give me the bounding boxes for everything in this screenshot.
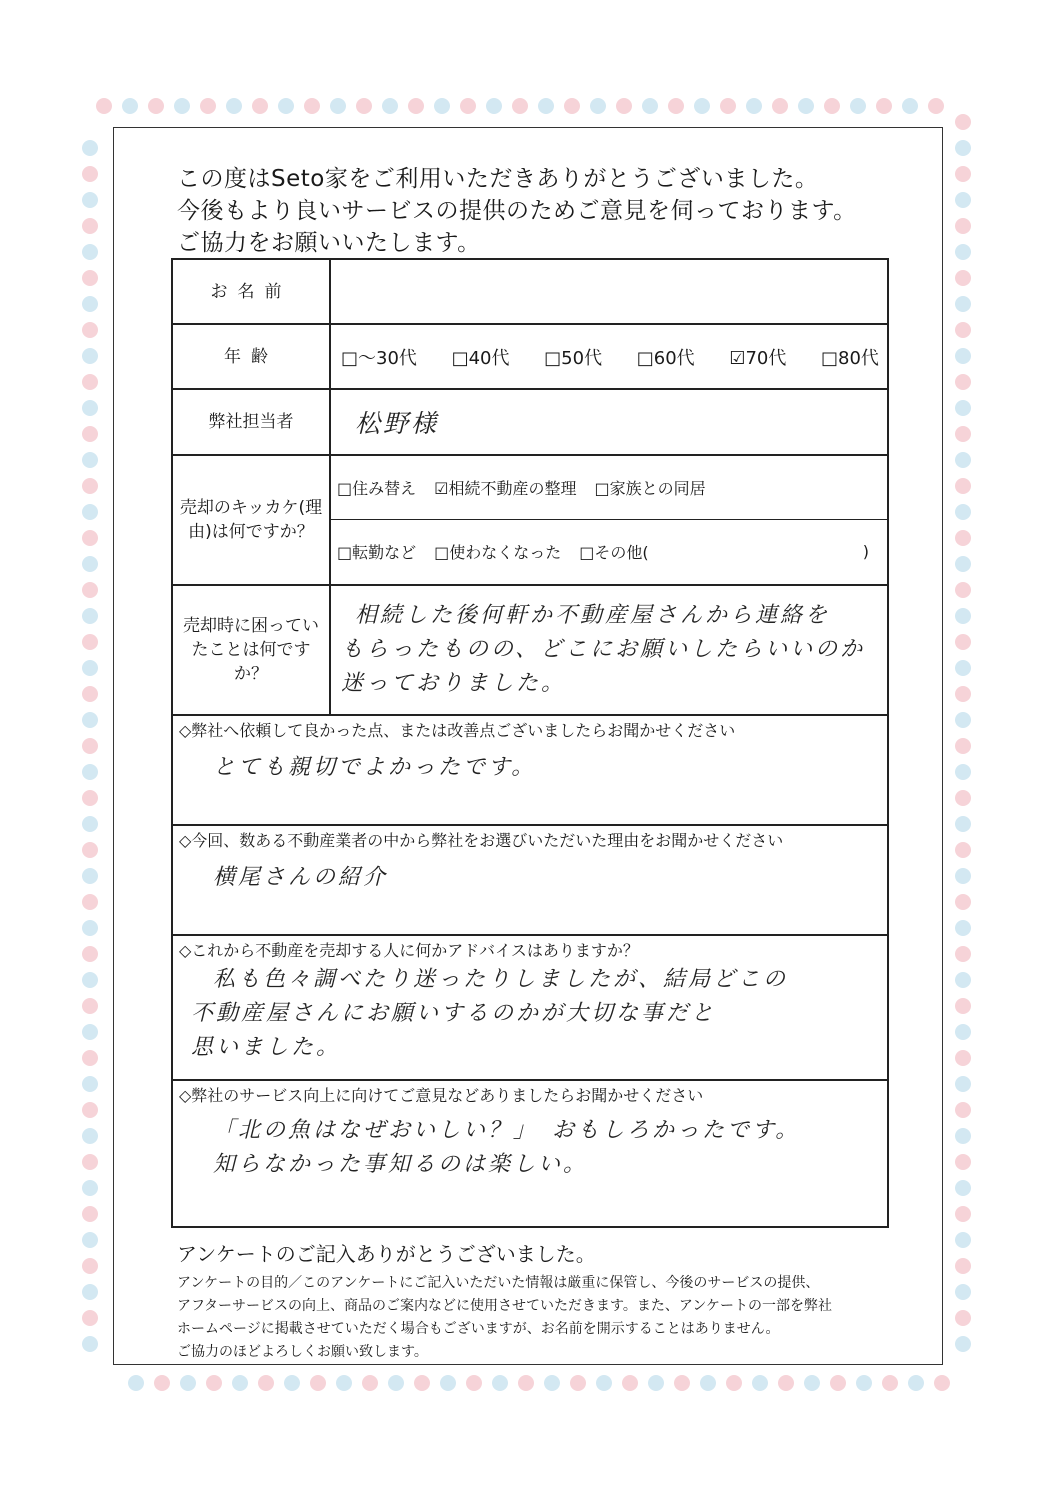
decorative-dot xyxy=(955,1232,971,1248)
decorative-dot xyxy=(955,842,971,858)
reason-options-row-2 xyxy=(331,520,887,584)
decorative-dot xyxy=(82,140,98,156)
decorative-dot xyxy=(82,582,98,598)
decorative-dot xyxy=(955,1154,971,1170)
decorative-dot xyxy=(82,1050,98,1066)
decorative-dot xyxy=(955,738,971,754)
intro-line-1: この度はSeto家をご利用いただきありがとうございました。 xyxy=(177,166,819,192)
question-service-feedback: ◇弊社のサービス向上に向けてご意見などありましたらお聞かせください xyxy=(179,1086,704,1105)
decorative-dot xyxy=(955,1258,971,1274)
decorative-dot xyxy=(955,322,971,338)
decorative-dot xyxy=(258,1375,274,1391)
decorative-dot xyxy=(82,660,98,676)
answer-advice-line-2: 不動産屋さんにお願いするのかが大切な事だと xyxy=(191,1001,717,1026)
decorative-dot xyxy=(82,478,98,494)
answer-advice-line-3: 思いました。 xyxy=(191,1035,342,1060)
decorative-dot xyxy=(955,1310,971,1326)
decorative-dot xyxy=(955,608,971,624)
decorative-dot xyxy=(804,1375,820,1391)
decorative-dot xyxy=(752,1375,768,1391)
decorative-dot xyxy=(82,1128,98,1144)
decorative-dot xyxy=(955,998,971,1014)
decorative-dot xyxy=(82,504,98,520)
decorative-dot xyxy=(856,1375,872,1391)
decorative-dot xyxy=(408,98,424,114)
decorative-dot xyxy=(955,556,971,572)
reason-label: 売却のキッカケ(理由)は何ですか？ xyxy=(172,455,330,585)
decorative-dot xyxy=(82,322,98,338)
decorative-dot xyxy=(955,1128,971,1144)
decorative-dot xyxy=(955,1050,971,1066)
decorative-dot xyxy=(82,764,98,780)
decorative-dot xyxy=(96,98,112,114)
decorative-dot xyxy=(82,1154,98,1170)
reason-option-unused[interactable]: □使わなくなった xyxy=(434,543,562,562)
decorative-dot xyxy=(955,452,971,468)
decorative-dot xyxy=(180,1375,196,1391)
decorative-dot xyxy=(694,98,710,114)
decorative-dot xyxy=(388,1375,404,1391)
age-label: 年齢 xyxy=(172,324,330,389)
name-row xyxy=(172,259,888,324)
decorative-dot xyxy=(82,530,98,546)
decorative-dot xyxy=(955,140,971,156)
decorative-dot xyxy=(82,426,98,442)
answer-good-points: とても親切でよかったです。 xyxy=(213,755,537,780)
staff-label: 弊社担当者 xyxy=(172,389,330,455)
decorative-dot xyxy=(330,98,346,114)
answer-service-feedback-line-1: 「北の魚はなぜおいしい？」 おもしろかったです。 xyxy=(213,1118,801,1143)
decorative-dot xyxy=(82,634,98,650)
age-option-50s[interactable]: □50代 xyxy=(544,347,603,369)
age-options xyxy=(331,344,887,370)
decorative-dot xyxy=(955,296,971,312)
decorative-dot xyxy=(955,400,971,416)
decorative-dot xyxy=(876,98,892,114)
decorative-dot xyxy=(82,1310,98,1326)
decorative-dot xyxy=(82,296,98,312)
decorative-dot xyxy=(955,166,971,182)
decorative-dot xyxy=(518,1375,534,1391)
q4-row xyxy=(172,1080,888,1227)
intro-text xyxy=(177,163,897,259)
decorative-dot xyxy=(955,1024,971,1040)
decorative-dot xyxy=(82,374,98,390)
decorative-dot xyxy=(82,816,98,832)
decorative-dot xyxy=(778,1375,794,1391)
decorative-dot xyxy=(928,98,944,114)
decorative-dot xyxy=(82,270,98,286)
decorative-dot xyxy=(850,98,866,114)
decorative-dot xyxy=(674,1375,690,1391)
decorative-dot xyxy=(82,790,98,806)
decorative-dot xyxy=(304,98,320,114)
footer-note-line-3: ホームページに掲載させていただく場合もございますが、お名前を開示することはありません。 xyxy=(177,1321,780,1337)
decorative-dot xyxy=(356,98,372,114)
decorative-dot xyxy=(310,1375,326,1391)
decorative-dot xyxy=(798,98,814,114)
decorative-dot xyxy=(824,98,840,114)
decorative-dot xyxy=(955,478,971,494)
decorative-dot xyxy=(82,218,98,234)
intro-line-2: 今後もより良いサービスの提供のためご意見を伺っております。 xyxy=(177,198,857,224)
decorative-dot xyxy=(284,1375,300,1391)
decorative-dot xyxy=(902,98,918,114)
decorative-dot xyxy=(772,98,788,114)
decorative-dot xyxy=(486,98,502,114)
decorative-dot xyxy=(460,98,476,114)
decorative-dot xyxy=(622,1375,638,1391)
age-option-70s[interactable]: ☑70代 xyxy=(729,347,787,369)
reason-options-row-1 xyxy=(331,457,887,520)
reason-option-family[interactable]: □家族との同居 xyxy=(594,479,706,498)
decorative-dot xyxy=(955,894,971,910)
decorative-dot xyxy=(82,452,98,468)
decorative-dot xyxy=(82,348,98,364)
decorative-dot xyxy=(382,98,398,114)
trouble-row xyxy=(172,585,888,715)
answer-advice-line-1: 私も色々調べたり迷ったりしましたが、結局どこの xyxy=(213,967,789,992)
age-row xyxy=(172,324,888,389)
decorative-dot xyxy=(955,114,971,130)
survey-form-table xyxy=(171,258,889,1228)
decorative-dot xyxy=(82,738,98,754)
name-label: お名前 xyxy=(172,259,330,324)
reason-option-other[interactable]: □その他( xyxy=(579,543,649,562)
age-option-80s[interactable]: □80代 xyxy=(821,347,879,369)
decorative-dot xyxy=(82,1076,98,1092)
decorative-dot xyxy=(668,98,684,114)
reason-option-transfer[interactable]: □転勤など xyxy=(337,543,417,562)
intro-line-3: ご協力をお願いいたします。 xyxy=(177,230,481,256)
decorative-dot xyxy=(955,348,971,364)
decorative-dot xyxy=(955,530,971,546)
decorative-dot xyxy=(492,1375,508,1391)
decorative-dot xyxy=(82,400,98,416)
decorative-dot xyxy=(955,426,971,442)
decorative-dot xyxy=(82,920,98,936)
decorative-dot xyxy=(955,270,971,286)
decorative-dot xyxy=(570,1375,586,1391)
decorative-dot xyxy=(955,764,971,780)
decorative-dot xyxy=(955,972,971,988)
decorative-dot xyxy=(955,946,971,962)
decorative-dot xyxy=(955,816,971,832)
decorative-dot xyxy=(440,1375,456,1391)
staff-value: 松野様 xyxy=(355,409,440,438)
decorative-dot xyxy=(82,1336,98,1352)
decorative-dot xyxy=(82,894,98,910)
reason-row xyxy=(172,455,888,585)
decorative-dot xyxy=(82,244,98,260)
decorative-dot xyxy=(642,98,658,114)
decorative-dot xyxy=(955,634,971,650)
decorative-dot xyxy=(955,1180,971,1196)
decorative-dot xyxy=(955,1076,971,1092)
q1-row xyxy=(172,715,888,825)
trouble-answer-line-3: 迷っておりました。 xyxy=(341,671,567,696)
decorative-dot xyxy=(955,374,971,390)
decorative-dot xyxy=(934,1375,950,1391)
decorative-dot xyxy=(726,1375,742,1391)
name-field[interactable] xyxy=(330,259,888,324)
decorative-dot xyxy=(544,1375,560,1391)
q3-row xyxy=(172,935,888,1080)
decorative-dot xyxy=(414,1375,430,1391)
decorative-dot xyxy=(82,192,98,208)
decorative-dot xyxy=(252,98,268,114)
decorative-dot xyxy=(82,842,98,858)
decorative-dot xyxy=(200,98,216,114)
decorative-dot xyxy=(882,1375,898,1391)
decorative-dot xyxy=(122,98,138,114)
decorative-dot xyxy=(590,98,606,114)
trouble-answer-line-2: もらったものの、どこにお願いしたらいいのか xyxy=(341,637,866,662)
decorative-dot xyxy=(564,98,580,114)
decorative-dot xyxy=(908,1375,924,1391)
age-option-60s[interactable]: □60代 xyxy=(636,347,695,369)
decorative-dot xyxy=(82,972,98,988)
decorative-dot xyxy=(82,166,98,182)
decorative-dot xyxy=(206,1375,222,1391)
decorative-dot xyxy=(278,98,294,114)
decorative-dot xyxy=(154,1375,170,1391)
decorative-dot xyxy=(174,98,190,114)
decorative-dot xyxy=(955,504,971,520)
decorative-dot xyxy=(955,1284,971,1300)
decorative-dot xyxy=(82,1232,98,1248)
decorative-dot xyxy=(82,1102,98,1118)
decorative-dot xyxy=(955,920,971,936)
decorative-dot xyxy=(82,868,98,884)
decorative-dot xyxy=(830,1375,846,1391)
decorative-dot xyxy=(128,1375,144,1391)
decorative-dot xyxy=(82,608,98,624)
decorative-dot xyxy=(955,244,971,260)
footer-note-line-2: アフターサービスの向上、商品のご案内などに使用させていただきます。また、アンケートの一部を弊社 xyxy=(177,1298,833,1314)
decorative-dot xyxy=(955,1102,971,1118)
decorative-dot xyxy=(955,1206,971,1222)
decorative-dot xyxy=(82,1180,98,1196)
decorative-dot xyxy=(955,868,971,884)
age-option-under30[interactable]: □～30代 xyxy=(341,347,417,369)
decorative-dot xyxy=(82,998,98,1014)
decorative-dot xyxy=(538,98,554,114)
decorative-dot xyxy=(955,660,971,676)
footer-note-line-4: ご協力のほどよろしくお願い致します。 xyxy=(177,1344,428,1360)
decorative-dot xyxy=(746,98,762,114)
decorative-dot xyxy=(232,1375,248,1391)
decorative-dot xyxy=(82,1258,98,1274)
decorative-dot xyxy=(648,1375,664,1391)
decorative-dot xyxy=(955,790,971,806)
answer-selection-reason: 横尾さんの紹介 xyxy=(213,865,389,890)
decorative-dot xyxy=(82,1284,98,1300)
footer-note-line-1: アンケートの目的／このアンケートにご記入いただいた情報は厳重に保管し、今後のサービスの提供、 xyxy=(177,1275,820,1291)
footer-note xyxy=(177,1272,897,1364)
decorative-dot xyxy=(720,98,736,114)
decorative-dot xyxy=(82,712,98,728)
reason-other-close: ) xyxy=(862,542,869,561)
decorative-dot xyxy=(955,1336,971,1352)
decorative-dot xyxy=(336,1375,352,1391)
question-good-points: ◇弊社へ依頼して良かった点、または改善点ございましたらお聞かせください xyxy=(179,721,736,740)
decorative-dot xyxy=(82,556,98,572)
decorative-dot xyxy=(362,1375,378,1391)
decorative-dot xyxy=(82,686,98,702)
decorative-dot xyxy=(512,98,528,114)
trouble-answer-line-1: 相続した後何軒か不動産屋さんから連絡を xyxy=(355,603,831,628)
decorative-dot xyxy=(955,582,971,598)
decorative-dot xyxy=(82,1024,98,1040)
answer-service-feedback-line-2: 知らなかった事知るのは楽しい。 xyxy=(213,1152,589,1177)
q2-row xyxy=(172,825,888,935)
decorative-dot xyxy=(700,1375,716,1391)
decorative-dot xyxy=(434,98,450,114)
decorative-dot xyxy=(226,98,242,114)
trouble-label: 売却時に困っていたことは何ですか？ xyxy=(172,585,330,715)
decorative-dot xyxy=(82,946,98,962)
decorative-dot xyxy=(955,192,971,208)
age-option-40s[interactable]: □40代 xyxy=(451,347,510,369)
decorative-dot xyxy=(955,712,971,728)
decorative-dot xyxy=(596,1375,612,1391)
decorative-dot xyxy=(955,686,971,702)
decorative-dot xyxy=(148,98,164,114)
question-selection-reason: ◇今回、数ある不動産業者の中から弊社をお選びいただいた理由をお聞かせください xyxy=(179,831,784,850)
question-advice: ◇これから不動産を売却する人に何かアドバイスはありますか？ xyxy=(179,941,639,960)
decorative-dot xyxy=(616,98,632,114)
decorative-dot xyxy=(82,1206,98,1222)
reason-option-inheritance[interactable]: ☑相続不動産の整理 xyxy=(434,479,577,498)
decorative-dot xyxy=(955,218,971,234)
reason-option-relocation[interactable]: □住み替え xyxy=(337,479,417,498)
footer-thanks: アンケートのご記入ありがとうございました。 xyxy=(177,1242,596,1266)
staff-row xyxy=(172,389,888,455)
decorative-dot xyxy=(466,1375,482,1391)
